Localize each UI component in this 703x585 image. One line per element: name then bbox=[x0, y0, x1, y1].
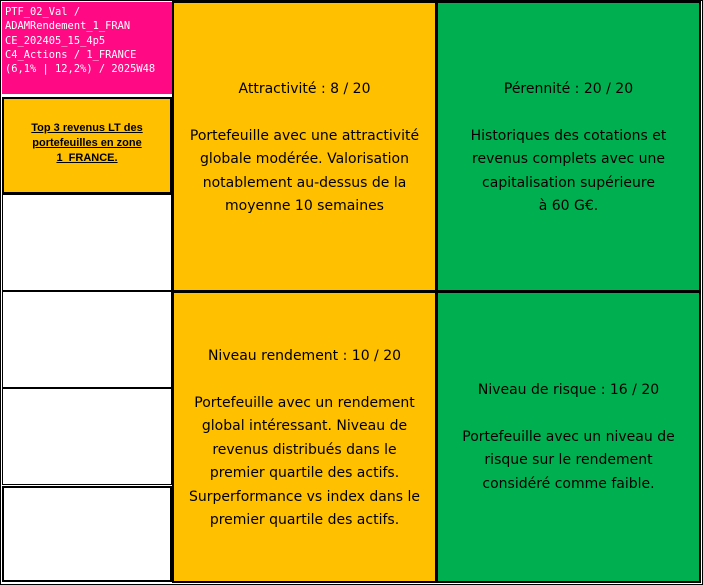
risque-title: Niveau de risque : 16 / 20 bbox=[477, 382, 660, 398]
header-line: (6,1% | 12,2%) / 2025W48 bbox=[5, 63, 156, 76]
header-line: CE_202405_15_4p5 bbox=[5, 34, 106, 47]
perennite-title: Pérennité : 20 / 20 bbox=[503, 81, 634, 97]
attractivite-panel bbox=[172, 1, 437, 292]
header-line: C4_Actions / 1_FRANCE bbox=[5, 48, 137, 61]
portfolio-header-text bbox=[5, 5, 170, 76]
perennite-panel bbox=[436, 1, 701, 292]
attractivite-description: Portefeuille avec une attractivité globale modérée. Valorisation notablement au-dessus de la moyenne 10 semaines bbox=[189, 127, 420, 214]
perennite-description: Historiques des cotations et revenus complets avec une capitalisation supérieure à 60 G€. bbox=[470, 127, 667, 214]
rendement-title: Niveau rendement : 10 / 20 bbox=[207, 348, 402, 364]
risque-description: Portefeuille avec un niveau de risque sur le rendement considéré comme faible. bbox=[462, 428, 675, 492]
empty-cell bbox=[2, 194, 172, 291]
header-line: PTF_02_Val / bbox=[5, 6, 81, 18]
top3-revenus-cell bbox=[2, 97, 172, 194]
rendement-panel bbox=[172, 291, 437, 583]
empty-cell bbox=[2, 291, 172, 388]
attractivite-title: Attractivité : 8 / 20 bbox=[238, 81, 371, 97]
header-line: ADAMRendement_1_FRAN bbox=[5, 20, 131, 33]
empty-cell bbox=[2, 388, 172, 485]
empty-cell bbox=[2, 486, 172, 582]
rendement-description: Portefeuille avec un rendement global intéressant. Niveau de revenus distribués dans le premier quartile des actifs. Surperformance vs index dans le premier quartile des actifs. bbox=[189, 394, 420, 528]
risque-panel bbox=[436, 291, 701, 583]
portfolio-header-label bbox=[2, 2, 172, 94]
top3-revenus-title[interactable]: Top 3 revenus LT des portefeuilles en zone 1_FRANCE. bbox=[31, 122, 143, 164]
